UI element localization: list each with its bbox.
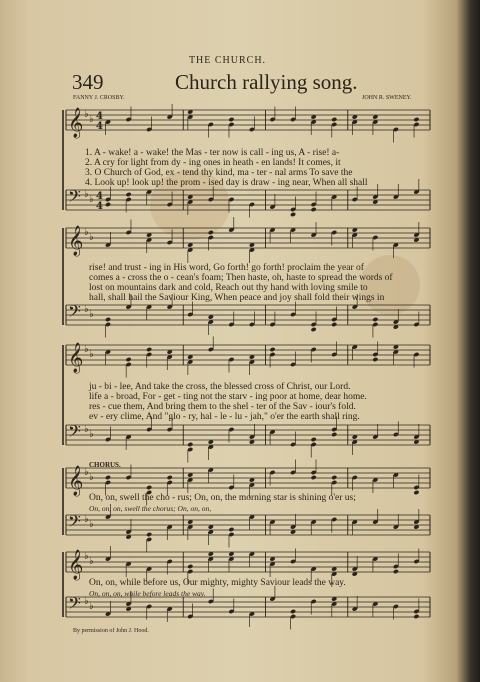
flat-sign-icon: ♭ — [89, 194, 94, 205]
note-head — [228, 527, 234, 532]
hymn-title: Church rallying song. — [175, 70, 358, 94]
note-head — [228, 117, 234, 122]
flat-sign-icon: ♭ — [84, 227, 89, 238]
time-signature-icon: 4 — [96, 201, 103, 212]
note-head — [146, 485, 152, 490]
verse-line: comes a - cross the o - cean's foam; Then haste, oh, haste to spread the words of — [89, 273, 393, 283]
author-credit: FANNY J. CROSBY. — [73, 95, 125, 101]
flat-sign-icon: ♭ — [89, 601, 94, 612]
verse-line: 2. A cry for light from dy - ing ones in heath - en lands! It comes, it — [85, 158, 341, 168]
chorus-bass-line: On, on, on, swell the chorus; On, on, on, — [89, 504, 212, 513]
note-head — [311, 437, 317, 442]
flat-sign-icon: ♭ — [84, 304, 89, 315]
note-head — [269, 347, 275, 352]
bass-clef-icon: 𝄢 — [68, 421, 81, 445]
bass-clef-icon: 𝄢 — [68, 511, 81, 535]
note-head — [105, 475, 111, 480]
note-head — [125, 357, 131, 362]
verse-line: lost on mountains dark and cold, Reach out thy hand with loving smile to — [89, 283, 368, 293]
note-head — [311, 327, 317, 332]
verse-line: hall, shall hail the Saviour King, When peace and joy shall fold their wings in — [89, 293, 385, 303]
note-head — [331, 432, 337, 437]
verse-line: 4. Look up! look up! the prom - ised day is draw - ing near, When all shall — [85, 178, 368, 188]
chorus-line: On, on, while before us, Our mighty, mighty Saviour leads the way. — [89, 578, 346, 588]
composer-credit: JOHN R. SWENEY. — [362, 95, 412, 101]
flat-sign-icon: ♭ — [89, 232, 94, 243]
flat-sign-icon: ♭ — [84, 189, 89, 200]
flat-sign-icon: ♭ — [89, 349, 94, 360]
note-head — [105, 317, 111, 322]
note-head — [372, 317, 378, 322]
flat-sign-icon: ♭ — [89, 472, 94, 483]
flat-sign-icon: ♭ — [89, 429, 94, 440]
note-head — [413, 490, 419, 495]
flat-sign-icon: ♭ — [84, 467, 89, 478]
treble-clef-icon: 𝄞 — [68, 466, 84, 496]
note-head — [290, 609, 296, 614]
note-head — [413, 614, 419, 619]
bass-clef-icon: 𝄢 — [68, 301, 81, 325]
treble-clef-icon: 𝄞 — [68, 343, 84, 373]
chorus-line: On, on, swell the cho - rus; On, on, the morning star is shining o'er us; — [89, 493, 356, 503]
treble-clef-icon: 𝄞 — [68, 226, 84, 256]
note-head — [146, 347, 152, 352]
section-header: THE CHURCH. — [188, 55, 267, 66]
note-head — [146, 532, 152, 537]
verse-line: rise! and trust - ing in His word, Go forth! go forth! proclaim the year of — [89, 263, 364, 273]
note-head — [311, 207, 317, 212]
note-head — [331, 322, 337, 327]
flat-sign-icon: ♭ — [89, 309, 94, 320]
chorus-bass-line: On, on, on, while before leads the way. — [89, 589, 206, 598]
verse-line: res - cue them, And bring them to the shel - ter of the Sav - iour's fold. — [89, 402, 356, 412]
flat-sign-icon: ♭ — [84, 551, 89, 562]
verse-line: 1. A - wake! a - wake! the Mas - ter now is call - ing us, A - rise! a- — [85, 148, 340, 158]
note-head — [393, 569, 399, 574]
time-signature-icon: 4 — [96, 191, 103, 202]
note-head — [372, 357, 378, 362]
verse-line: ju - bi - lee, And take the cross, the blessed cross of Christ, our Lord. — [89, 382, 351, 392]
note-head — [331, 475, 337, 480]
treble-clef-icon: 𝄞 — [68, 550, 84, 580]
hymn-number: 349 — [72, 70, 104, 94]
verse-line: life a - broad, For - get - ting not the starv - ing poor at home, dear home. — [89, 392, 367, 402]
flat-sign-icon: ♭ — [89, 556, 94, 567]
time-signature-icon: 4 — [96, 111, 103, 122]
flat-sign-icon: ♭ — [84, 514, 89, 525]
flat-sign-icon: ♭ — [84, 109, 89, 120]
note-head — [187, 564, 193, 569]
flat-sign-icon: ♭ — [89, 114, 94, 125]
note-head — [311, 475, 317, 480]
permission-note: By permission of John J. Hood. — [73, 628, 149, 634]
chorus-label: CHORUS. — [89, 461, 121, 469]
note-head — [331, 117, 337, 122]
verse-line: 3. O Church of God, ex - tend thy kind, ma - ter - nal arms To save the — [85, 168, 353, 178]
bass-clef-icon: 𝄢 — [68, 593, 81, 617]
note-head — [125, 192, 131, 197]
note-head — [413, 117, 419, 122]
note-head — [105, 202, 111, 207]
flat-sign-icon: ♭ — [84, 344, 89, 355]
note-head — [187, 442, 193, 447]
flat-sign-icon: ♭ — [84, 596, 89, 607]
treble-clef-icon: 𝄞 — [68, 108, 84, 138]
note-head — [208, 230, 214, 235]
flat-sign-icon: ♭ — [84, 424, 89, 435]
bass-clef-icon: 𝄢 — [68, 186, 81, 210]
note-head — [167, 475, 173, 480]
verse-line: ev - ery clime, And "glo - ry, hal - le - lu - jah," o'er the earth shall ring. — [89, 412, 360, 422]
note-head — [290, 212, 296, 217]
time-signature-icon: 4 — [96, 121, 103, 132]
flat-sign-icon: ♭ — [89, 519, 94, 530]
